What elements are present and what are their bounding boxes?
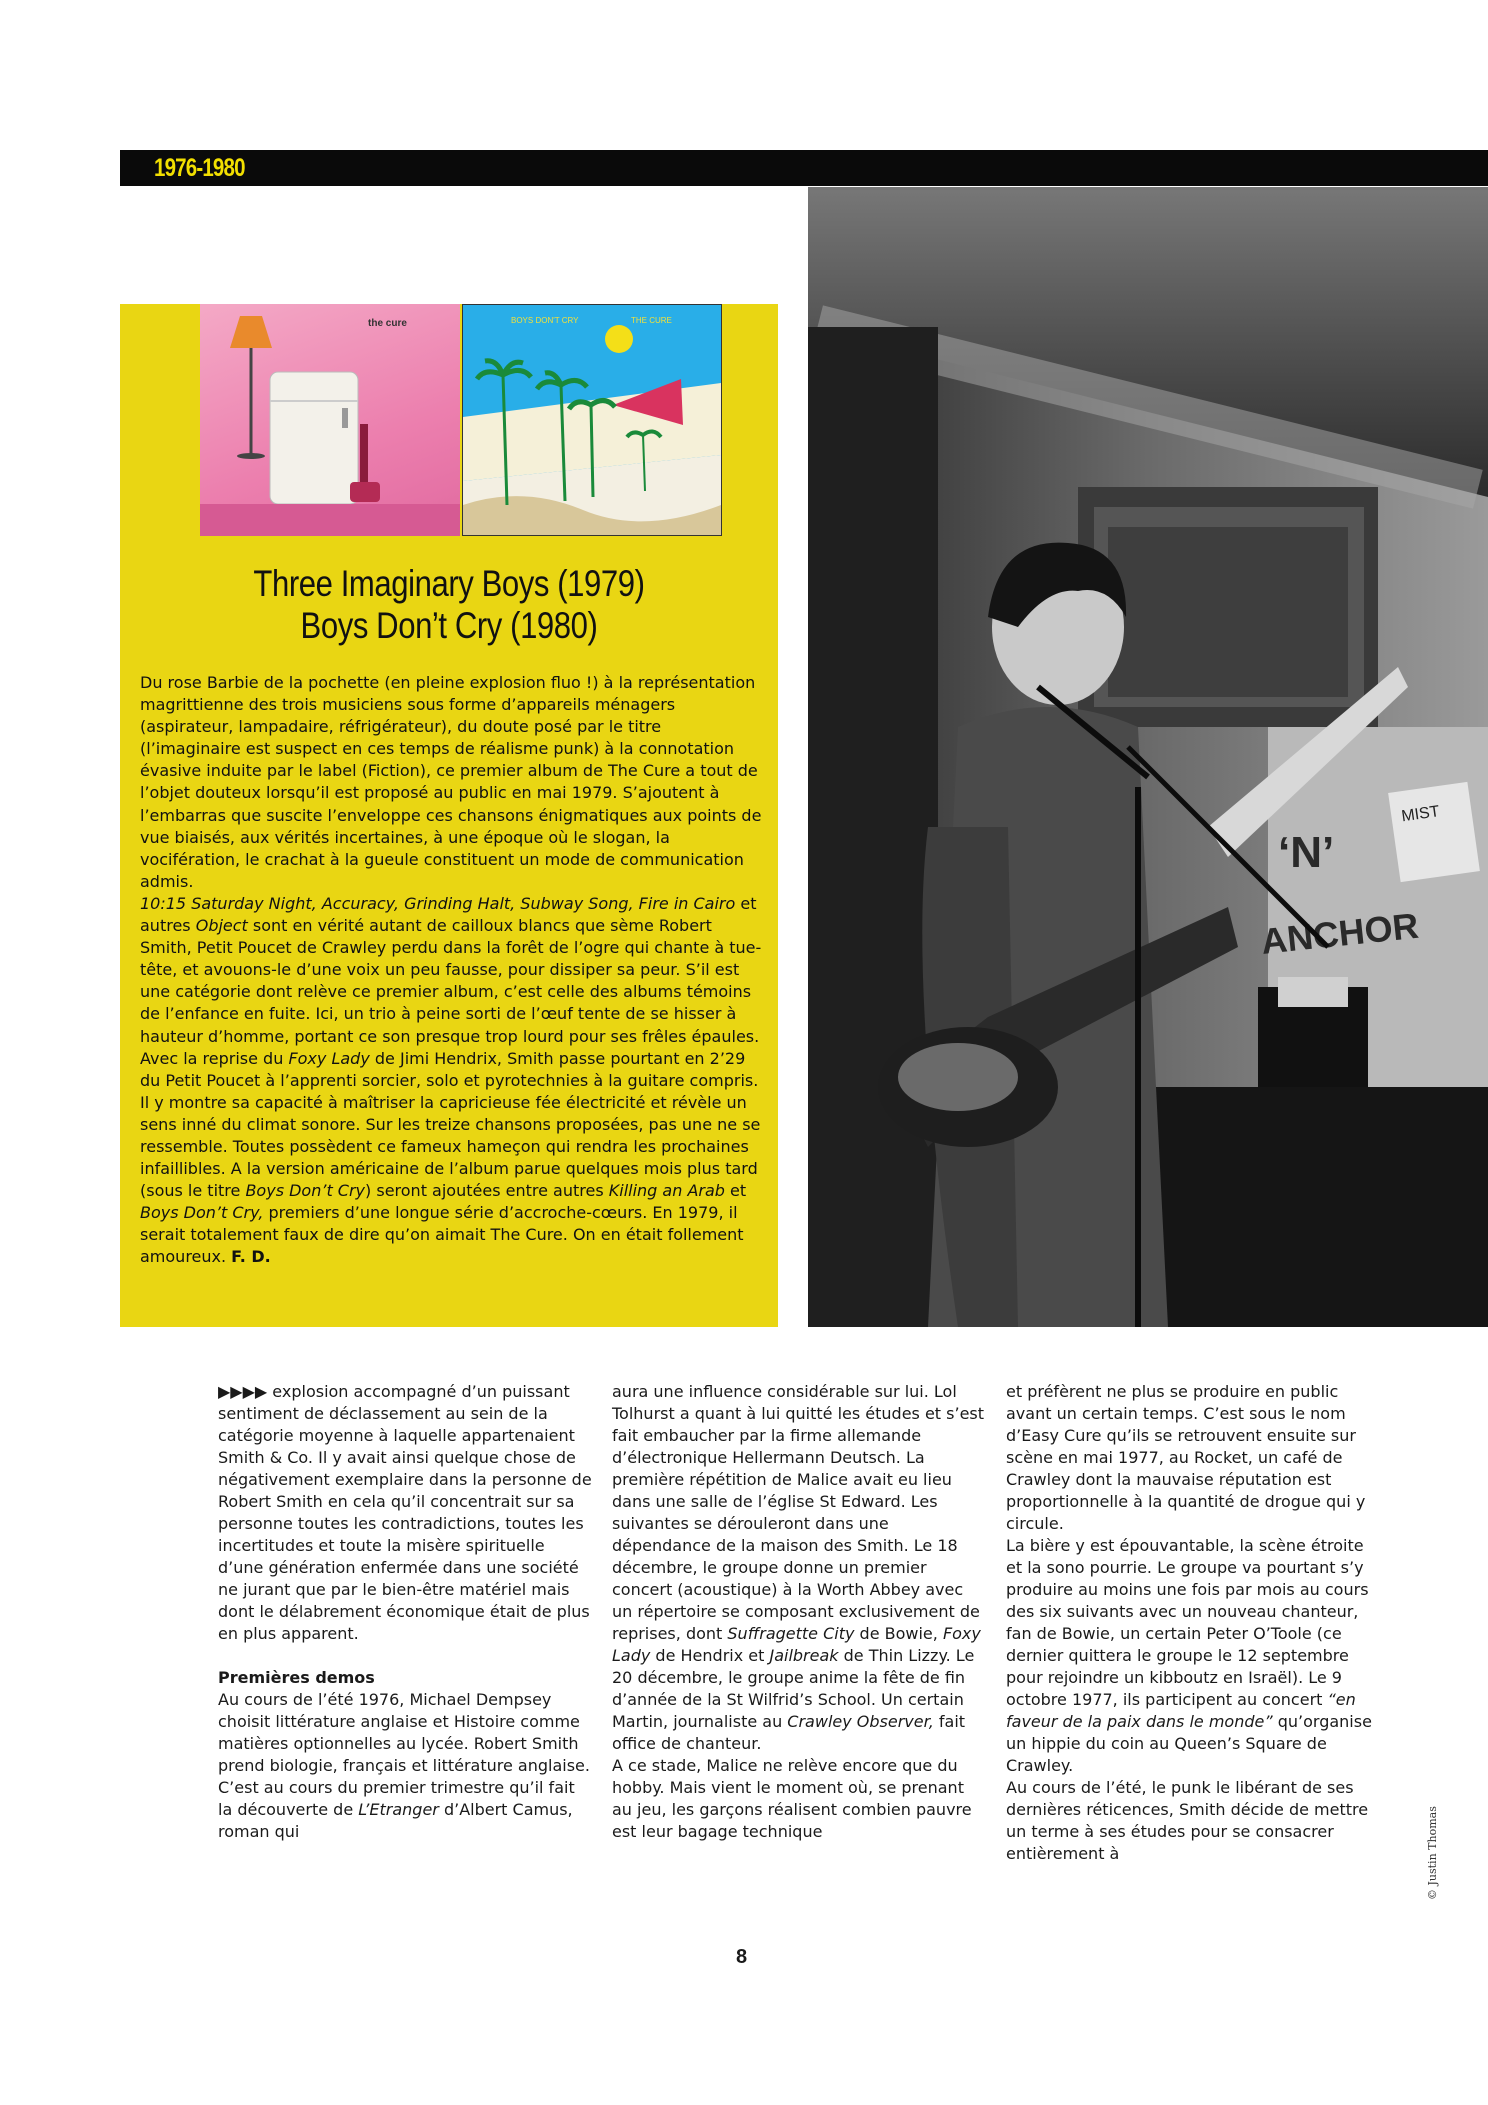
album-cover-three-imaginary-boys [200, 304, 460, 536]
review-signature: F. D. [231, 1247, 271, 1267]
article-paragraph: Au cours de l’été 1976, Michael Dempsey choisit littérature anglaise et Histoire comme matières optionnelles au lycée. Robert Smith prend biologie, français et littérature anglaise. C’est au cours du premier trimestre qu’il fait la découverte de L’Etranger d’Albert Camus, roman qui [218, 1690, 590, 1841]
review-paragraph-1: Du rose Barbie de la pochette (en pleine explosion fluo !) à la représentation magrittienne des trois musiciens sous forme d’appareils ménagers (aspirateur, lampadaire, réfrigérateur), du doute posé par le titre (l’imaginaire est suspect en ces temps de réalisme punk) à la connotation évasive induite par le label (Fiction), ce premier album de The Cure a tout de l’objet douteux lorsqu’il est proposé au public en mai 1979. S’ajoutent à l’embarras que suscite l’enveloppe ces chansons énigmatiques aux points de vue biaisés, aux vérités incertaines, à une époque où le slogan, la vocifération, le crachat à la gueule constituent un mode de communication admis. [140, 673, 762, 891]
article-column-2 [612, 1381, 988, 1843]
article-paragraph: et préfèrent ne plus se produire en public avant un certain temps. C’est sous le nom d’Easy Cure qu’ils se retrouvent ensuite sur scène en mai 1977, au Rocket, un café de Crawley dont la mauvaise réputation est proportionnelle à la quantité de drogue qui y circule. [1006, 1382, 1366, 1533]
sign-anchor: ANCHOR [1259, 904, 1421, 962]
album-cover-boys-dont-cry [462, 304, 722, 536]
album-title-1: Three Imaginary Boys (1979) [253, 563, 645, 604]
concert-photo [808, 187, 1488, 1327]
section-bar [120, 150, 1488, 186]
page-number: 8 [736, 1946, 748, 1968]
cover2-band: THE CURE [631, 316, 672, 325]
article-paragraph: A ce stade, Malice ne relève encore que du hobby. Mais vient le moment où, se prenant au jeu, les garçons réalisent combien pauvre est leur bagage technique [612, 1756, 972, 1841]
cover2-title: BOYS DON'T CRY [511, 316, 579, 325]
album-title-2: Boys Don’t Cry (1980) [300, 605, 598, 646]
era-label: 1976-1980 [154, 154, 245, 182]
review-paragraph-3: Avec la reprise du Foxy Lady de Jimi Hendrix, Smith passe pourtant en 2’29 du Petit Poucet à l’apprenti sorcier, solo et pyrotechnies à la guitare compris. Il y montre sa capacité à maîtriser la capricieuse fée électricité et révèle un sens inné du climat sonore. Sur les treize chansons proposées, pas une ne se ressemble. Toutes possèdent ce fameux hameçon qui rendra les prochaines infaillibles. A la version américaine de l’album parue quelques mois plus tard (sous le titre Boys Don’t Cry) seront ajoutées entre autres Killing an Arab et Boys Don’t Cry, premiers d’une longue série d’accroche-cœurs. En 1979, il serait totalement faux de dire qu’on aimait The Cure. On en était follement amoureux. F. D. [140, 1048, 761, 1267]
article-column-3 [1006, 1381, 1382, 1865]
article-paragraph: aura une influence considérable sur lui. Lol Tolhurst a quant à lui quitté les études et s’est fait embaucher par la firme allemande d’électronique Hellermann Deutsch. La première répétition de Malice avait eu lieu dans une salle de l’église St Edward. Les suivantes se dérouleront dans une dépendance de la maison des Smith. Le 18 décembre, le groupe donne un premier concert (acoustique) à la Worth Abbey avec un répertoire se composant exclusivement de reprises, dont Suffragette City de Bowie, Foxy Lady de Hendrix et Jailbreak de Thin Lizzy. Le 20 décembre, le groupe anime la fête de fin d’année de la St Wilfrid’s School. Un certain Martin, journaliste au Crawley Observer, fait office de chanteur. [612, 1382, 985, 1753]
article-column-1 [218, 1381, 594, 1843]
article-subhead: Premières demos [218, 1668, 375, 1687]
continuation-marker: ▶▶▶▶ [218, 1382, 268, 1401]
article-paragraph: ▶▶▶▶ explosion accompagné d’un puissant sentiment de déclassement au sein de la catégorie moyenne à laquelle appartenaient Smith & Co. Il y avait ainsi quelque chose de négativement exemplaire dans la personne de Robert Smith en cela qu’il concentrait sur sa personne toutes les contradictions, toutes les incertitudes et toute la misère spirituelle d’une génération enfermée dans une société ne jurant que par le bien-être matériel mais dont le délabrement économique était de plus en plus apparent. [218, 1382, 592, 1643]
cover1-logo: the cure [368, 318, 407, 329]
article-paragraph: La bière y est épouvantable, la scène étroite et la sono pourrie. Le groupe va pourtant s’y produire au moins une fois par mois au cours des six suivants avec un nouveau chanteur, fan de Bowie, un certain Peter O’Toole (ce dernier quittera le groupe le 12 septembre pour rejoindre un kibboutz en Israël). Le 9 octobre 1977, ils participent au concert “en faveur de la paix dans le monde” qu’organise un hippie du coin au Queen’s Square de Crawley. [1006, 1536, 1372, 1775]
sign-n: ‘N’ [1278, 828, 1335, 877]
review-paragraph-2: 10:15 Saturday Night, Accuracy, Grinding Halt, Subway Song, Fire in Cairo et autres Object sont en vérité autant de cailloux blancs que sème Robert Smith, Petit Poucet de Crawley perdu dans la forêt de l’ogre qui chante à tue-tête, et avouons-le d’une voix un peu fausse, pour dissiper sa peur. S’il est une catégorie dont relève ce premier album, c’est celle des albums témoins de l’enfance en fuite. Ici, un trio à peine sorti de l’œuf tente de se hisser à hauteur d’homme, portant ce son presque trop lourd pour ses frêles épaules. [140, 893, 762, 1046]
photo-credit: © Justin Thomas [1426, 1806, 1439, 1900]
sign-mist: MIST [1400, 803, 1441, 826]
article-paragraph: Au cours de l’été, le punk le libérant de ses dernières réticences, Smith décide de mettre un terme à ses études pour se consacrer entièrement à [1006, 1778, 1369, 1863]
album-review-text [140, 672, 766, 1269]
